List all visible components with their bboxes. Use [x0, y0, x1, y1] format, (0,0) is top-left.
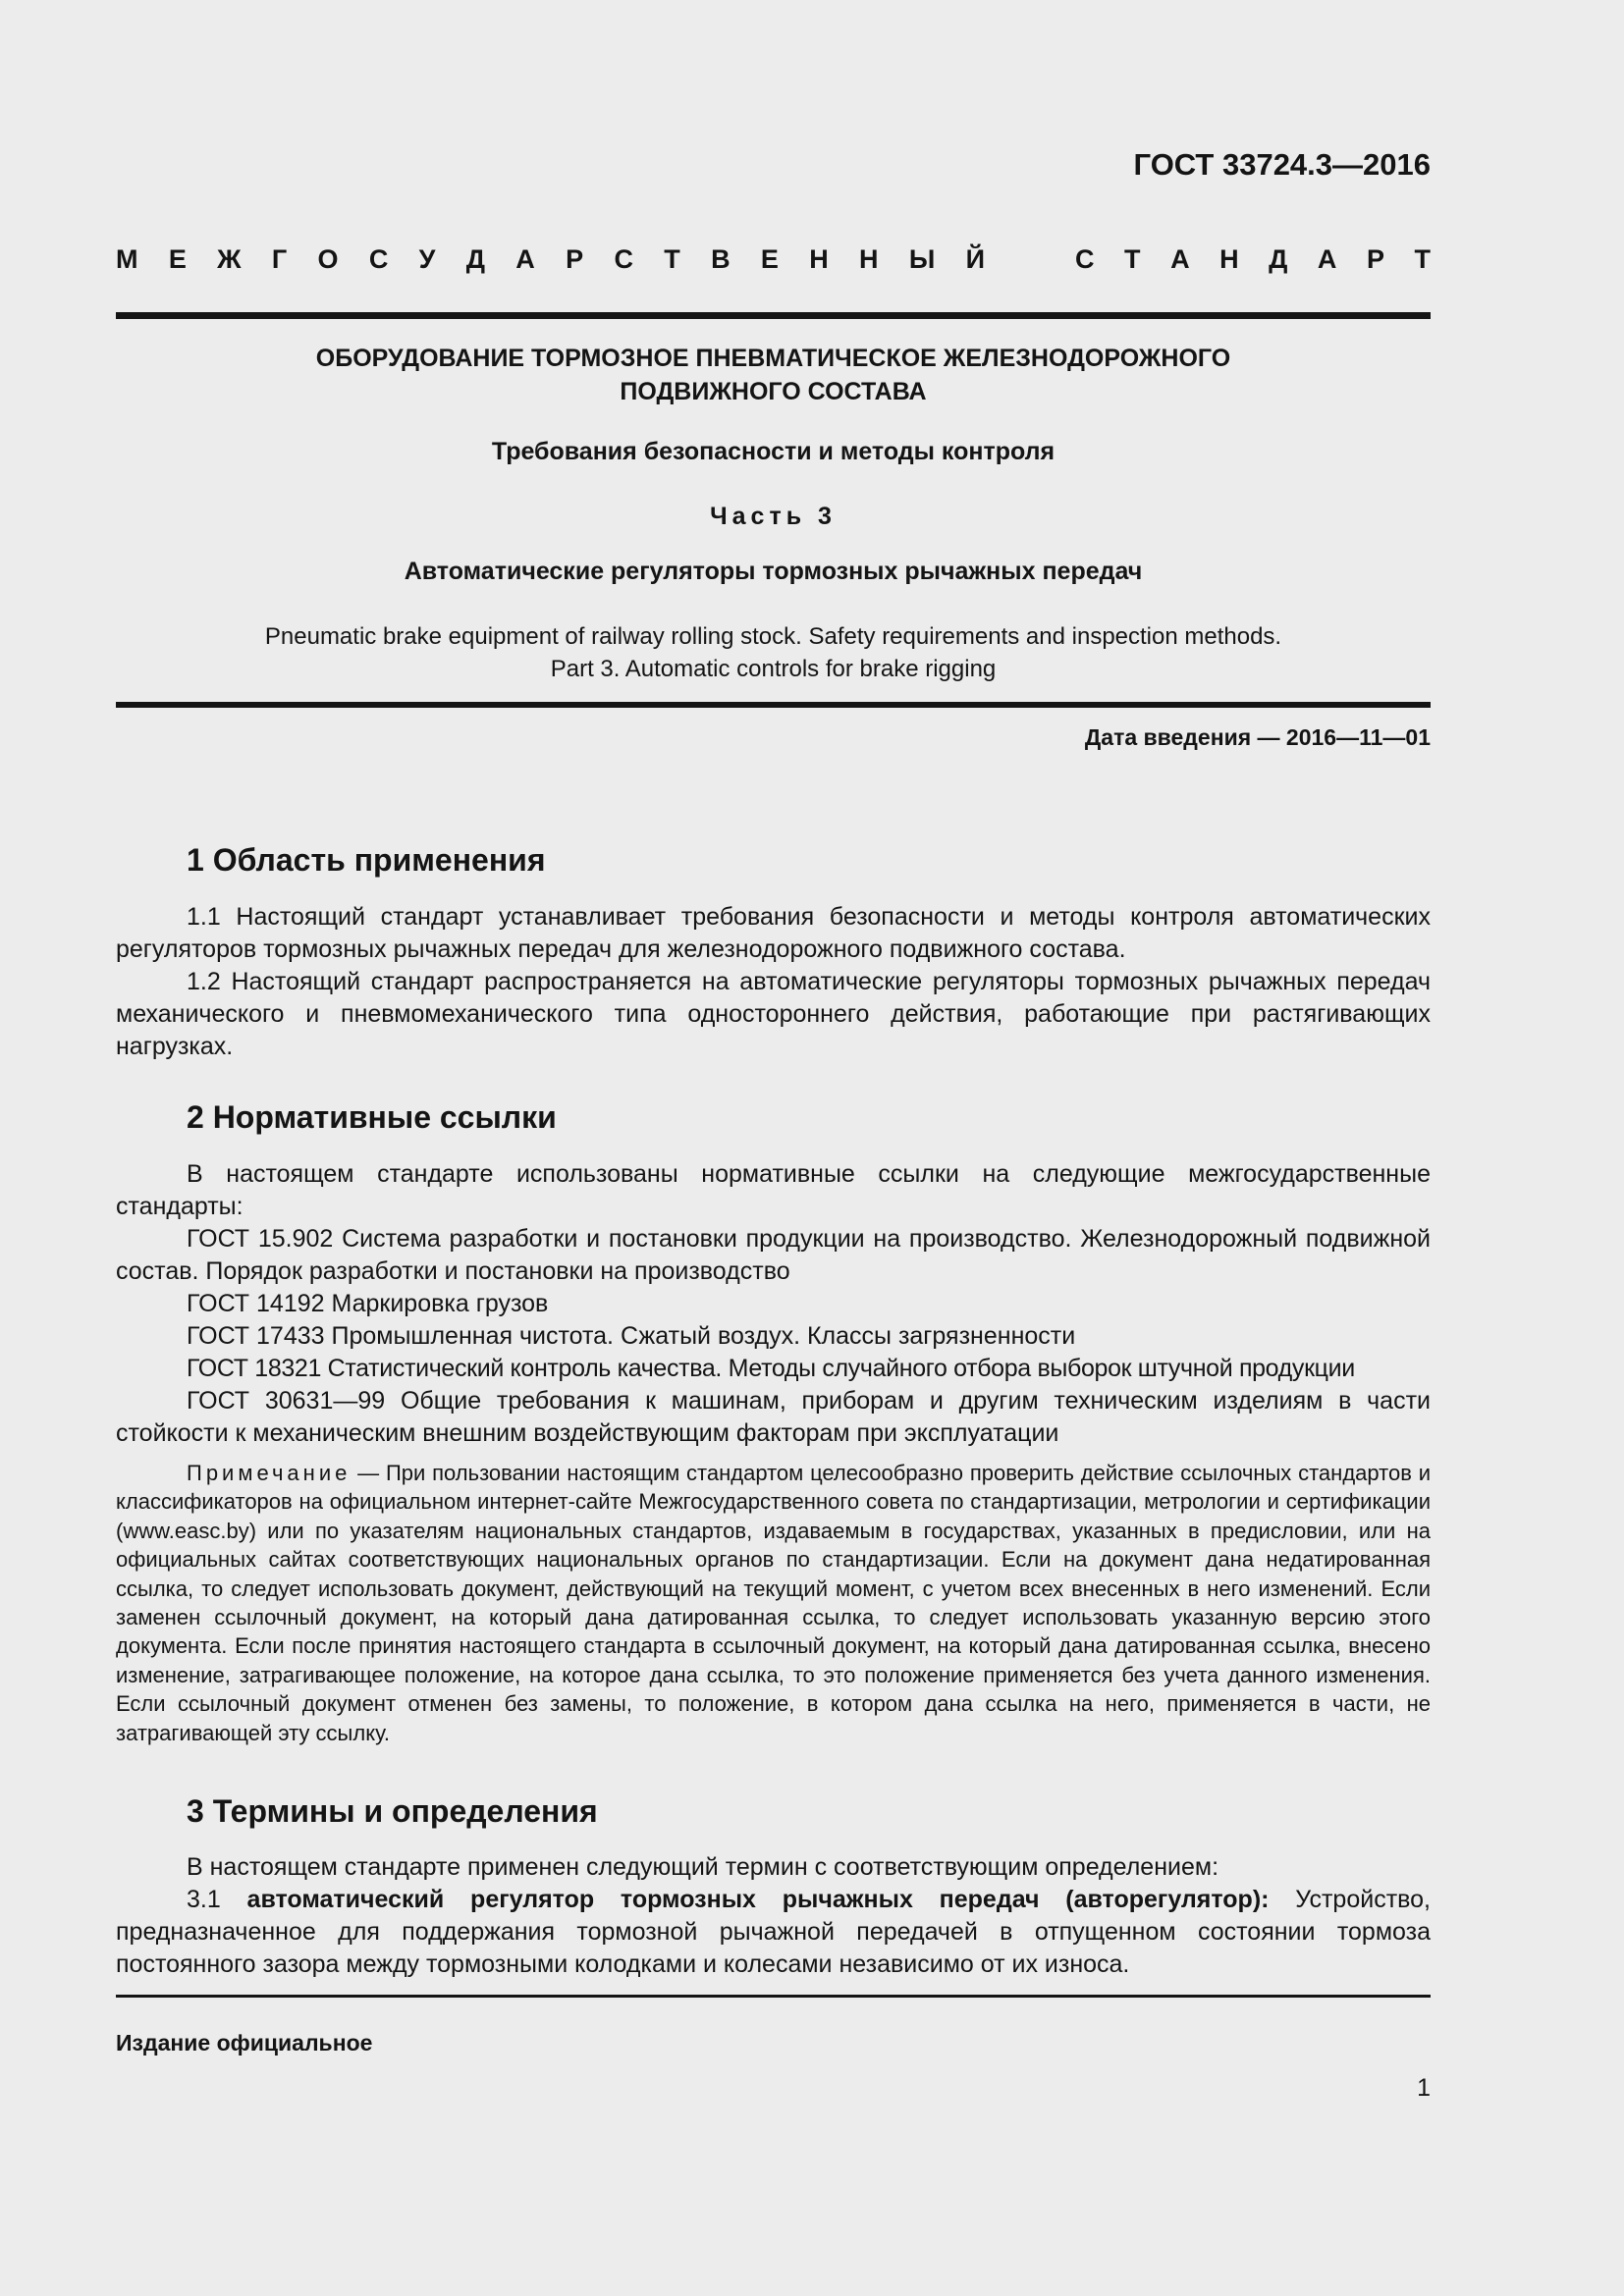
part-title: Автоматические регуляторы тормозных рычажных передач [404, 558, 1143, 585]
paragraph: 1.1 Настоящий стандарт устанавливает требования безопасности и методы контроля автоматических регуляторов тормозных рычажных передач для железнодорожного подвижного состава. [116, 903, 1431, 963]
header-letter: С [1075, 244, 1095, 274]
reference-item: ГОСТ 17433 Промышленная чистота. Сжатый воздух. Классы загрязненности [187, 1322, 1076, 1350]
header-letter: Е [760, 244, 779, 274]
part-label: Часть 3 [710, 503, 837, 530]
header-letter: Н [859, 244, 879, 274]
header-letter: Д [1269, 244, 1288, 274]
header-letter: Н [1219, 244, 1239, 274]
reference-item: ГОСТ 18321 Статистический контроль качества. Методы случайного отбора выборок штучной продукции [187, 1355, 1355, 1382]
introduction-date: Дата введения — 2016—11—01 [1084, 724, 1431, 750]
header-letter: Е [168, 244, 187, 274]
reference-item: ГОСТ 30631—99 Общие требования к машинам, приборам и другим техническим изделиям в части стойкости к механическим внешним воздействующим факторам при эксплуатации [116, 1387, 1431, 1447]
section-1-body [116, 901, 1431, 1063]
paragraph: В настоящем стандарте применен следующий термин с соответствующим определением: [187, 1853, 1219, 1881]
note-label: Примечание [187, 1461, 352, 1485]
title-line-1: ОБОРУДОВАНИЕ ТОРМОЗНОЕ ПНЕВМАТИЧЕСКОЕ ЖЕЛЕЗНОДОРОЖНОГО [315, 345, 1231, 372]
header-letter: С [614, 244, 633, 274]
header-word-standard [1075, 244, 1431, 275]
header-letter: В [711, 244, 731, 274]
section-1-heading: 1 Область применения [187, 842, 546, 878]
document-title [116, 342, 1431, 408]
header-letter: У [418, 244, 436, 274]
header-letter: Ы [908, 244, 936, 274]
header-letter: Р [1366, 244, 1384, 274]
reference-item: ГОСТ 15.902 Система разработки и постановки продукции на производство. Железнодорожный подвижной состав. Порядок разработки и постановки на производство [116, 1225, 1431, 1285]
header-letter: С [368, 244, 389, 274]
official-edition-label: Издание официальное [116, 2030, 373, 2056]
header-letter: Н [809, 244, 829, 274]
header-letter: А [515, 244, 535, 274]
english-title [116, 620, 1431, 685]
paragraph: В настоящем стандарте использованы нормативные ссылки на следующие межгосударственные стандарты: [116, 1160, 1431, 1220]
header-letter: А [1317, 244, 1337, 274]
document-page [116, 0, 1431, 2296]
english-title-line-2: Part 3. Automatic controls for brake rigging [550, 656, 997, 682]
paragraph: 1.2 Настоящий стандарт распространяется на автоматические регуляторы тормозных рычажных передач механического и пневмомеханического типа одностороннего действия, работающие при растягивающих нагрузках. [116, 968, 1431, 1060]
term-number: 3.1 [187, 1886, 247, 1913]
term-definition-text: Устройство, предназначенное для поддержания тормозной рычажной передачей в отпущенном состоянии тормоза постоянного зазора между тормозными колодками и колесами независимо от их износа. [116, 1886, 1431, 1978]
header-letter: Т [664, 244, 680, 274]
header-letter: Т [1414, 244, 1431, 274]
section-3-body [116, 1851, 1431, 1981]
header-letter: М [116, 244, 138, 274]
header-letter: Т [1124, 244, 1141, 274]
title-line-2: ПОДВИЖНОГО СОСТАВА [620, 378, 927, 405]
header-letter: Р [566, 244, 584, 274]
header-rule [116, 312, 1431, 319]
reference-item: ГОСТ 14192 Маркировка грузов [187, 1290, 549, 1317]
header-word-interstate [116, 244, 985, 275]
references-note [116, 1459, 1431, 1747]
header-letter: Ж [217, 244, 242, 274]
header-letter: А [1170, 244, 1190, 274]
note-paragraph [116, 1459, 1431, 1747]
note-text: — При пользовании настоящим стандартом целесообразно проверить действие ссылочных стандартов и классификаторов на официальном интернет-сайте Межгосударственного совета по стандартизации, метрологии и сертификации (www.easc.by) или по указателям национальных стандартов, издаваемым в государствах, указанных в предисловии, или на официальных сайтах соответствующих национальных органов по стандартизации. Если на документ дана недатированная ссылка, то следует использовать документ, действующий на текущий момент, с учетом всех внесенных в него изменений. Если заменен ссылочный документ, на который дана датированная ссылка, то следует использовать указанную версию этого документа. Если после принятия настоящего стандарта в ссылочный документ, на который дана датированная ссылка, внесено изменение, затрагивающее положение, на которое дана ссылка, то это положение применяется без учета данного изменения. Если ссылочный документ отменен без замены, то положение, в котором дана ссылка на него, применяется в части, не затрагивающей эту ссылку. [116, 1461, 1431, 1745]
footer-rule [116, 1995, 1431, 1998]
interstate-standard-header [116, 244, 1431, 275]
english-title-line-1: Pneumatic brake equipment of railway rolling stock. Safety requirements and inspection methods. [264, 623, 1282, 650]
header-letter: О [317, 244, 339, 274]
section-2-body [116, 1158, 1431, 1450]
header-letter: Й [965, 244, 985, 274]
term-name: автоматический регулятор тормозных рычажных передач (авторегулятор): [246, 1886, 1270, 1913]
header-letter: Д [465, 244, 485, 274]
header-letter: Г [271, 244, 288, 274]
title-rule [116, 702, 1431, 708]
term-definition [116, 1884, 1431, 1981]
document-code: ГОСТ 33724.3—2016 [1133, 147, 1431, 182]
section-3-heading: 3 Термины и определения [187, 1793, 598, 1829]
page-number: 1 [1417, 2074, 1431, 2102]
document-subtitle: Требования безопасности и методы контроля [491, 438, 1056, 465]
section-2-heading: 2 Нормативные ссылки [187, 1099, 557, 1135]
